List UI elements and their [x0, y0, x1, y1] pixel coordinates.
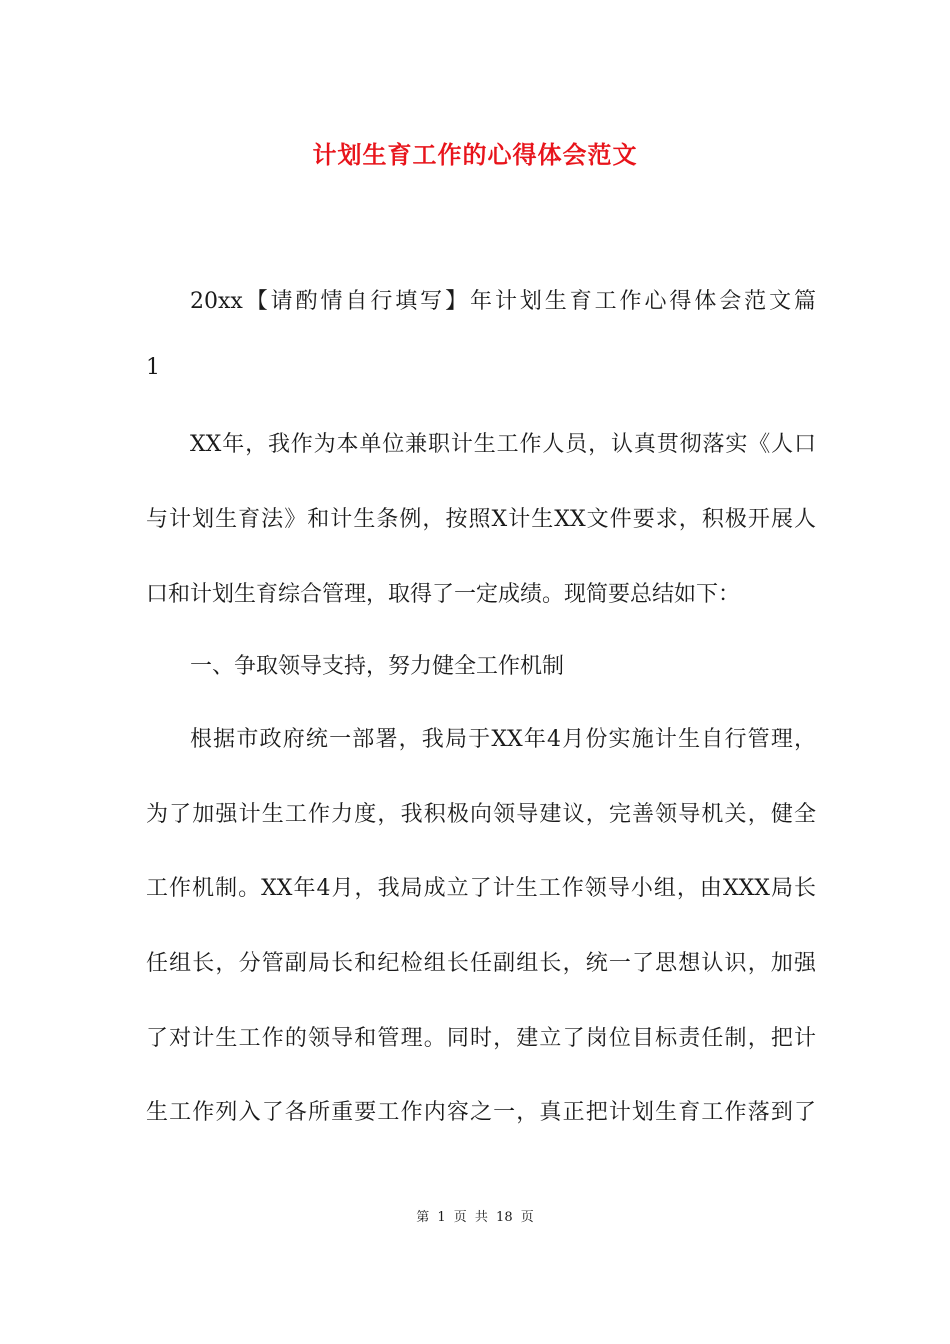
section-heading-1: 一、争取领导支持，努力健全工作机制 — [190, 654, 565, 679]
subtitle-line-2: 1 — [146, 355, 160, 380]
paragraph-2-line-2: 为了加强计生工作力度，我积极向领导建议，完善领导机关，健全 — [146, 802, 816, 827]
paragraph-2-line-4: 任组长，分管副局长和纪检组长任副组长，统一了思想认识，加强 — [146, 951, 816, 976]
subtitle-line-1: 20xx【请酌情自行填写】年计划生育工作心得体会范文篇 — [190, 289, 816, 314]
paragraph-2-line-5: 了对计生工作的领导和管理。同时，建立了岗位目标责任制，把计 — [146, 1026, 816, 1051]
paragraph-1-line-3: 口和计划生育综合管理，取得了一定成绩。现简要总结如下： — [146, 582, 741, 607]
document-title: 计划生育工作的心得体会范文 — [312, 140, 638, 169]
paragraph-2-line-1: 根据市政府统一部署，我局于XX年4月份实施计生自行管理， — [190, 727, 816, 752]
paragraph-2-line-3: 工作机制。XX年4月，我局成立了计生工作领导小组，由XXX局长 — [146, 876, 816, 901]
paragraph-1-line-1: XX年，我作为本单位兼职计生工作人员，认真贯彻落实《人口 — [190, 432, 816, 457]
paragraph-1-line-2: 与计划生育法》和计生条例，按照X计生XX文件要求，积极开展人 — [146, 507, 816, 532]
paragraph-2-line-6: 生工作列入了各所重要工作内容之一，真正把计划生育工作落到了 — [146, 1100, 816, 1125]
page-number-footer: 第 1 页 共 18 页 — [416, 1210, 534, 1225]
